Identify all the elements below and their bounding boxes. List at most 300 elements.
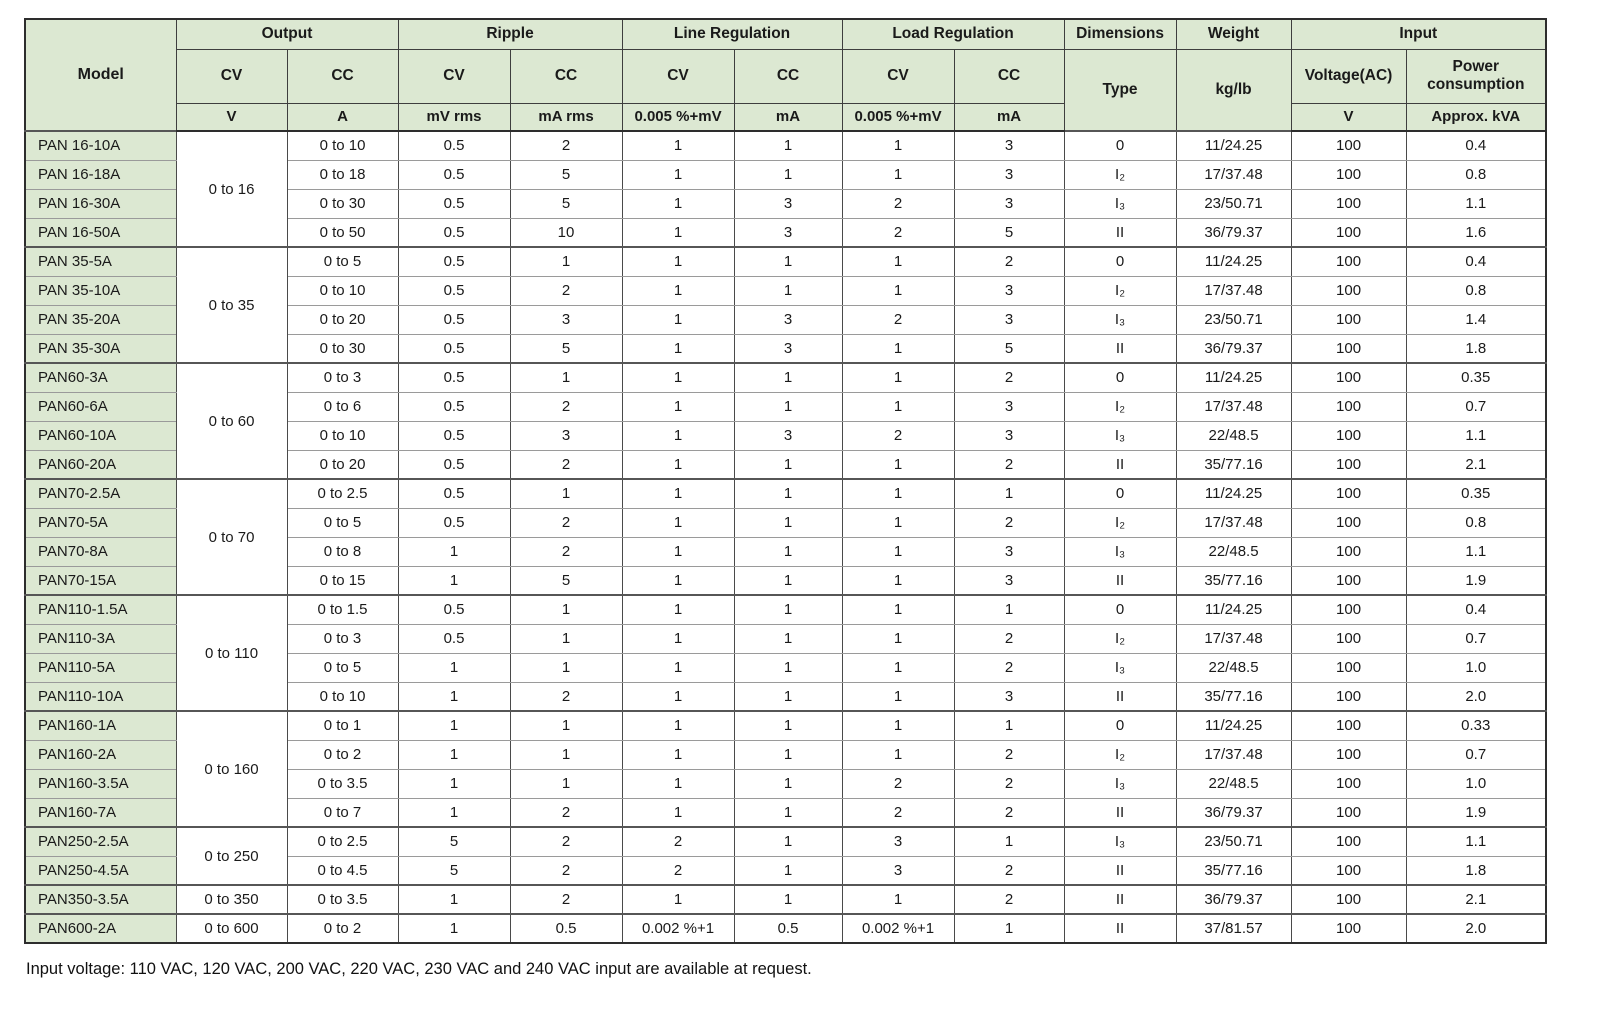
load-reg-cc-cell: 5 <box>954 334 1064 363</box>
dimensions-type-cell: II <box>1064 682 1176 711</box>
dimensions-type-cell: II <box>1064 856 1176 885</box>
table-row <box>25 247 1546 276</box>
line-reg-cv-cell: 1 <box>622 334 734 363</box>
ripple-cv-cell: 0.5 <box>398 479 510 508</box>
load-reg-cv-cell: 1 <box>842 624 954 653</box>
dimensions-type-cell: I₂ <box>1064 276 1176 305</box>
load-reg-cc-cell: 2 <box>954 769 1064 798</box>
power-consumption-cell: 0.7 <box>1406 624 1546 653</box>
input-voltage-cell: 100 <box>1291 624 1406 653</box>
line-reg-cc-cell: 1 <box>734 856 842 885</box>
ripple-cv-cell: 1 <box>398 537 510 566</box>
load-reg-cc-cell: 3 <box>954 537 1064 566</box>
line-reg-cv-cell: 1 <box>622 769 734 798</box>
output-cc-cell: 0 to 8 <box>287 537 398 566</box>
model-cell: PAN160-2A <box>25 740 176 769</box>
ripple-cc-cell: 1 <box>510 769 622 798</box>
line-reg-cv-cell: 1 <box>622 276 734 305</box>
unit-output-cv: V <box>176 103 287 131</box>
dimensions-type-cell: 0 <box>1064 711 1176 740</box>
load-reg-cv-cell: 3 <box>842 827 954 856</box>
footnote: Input voltage: 110 VAC, 120 VAC, 200 VAC, 220 VAC, 230 VAC and 240 VAC input are available at request. <box>26 960 812 978</box>
output-cc-cell: 0 to 5 <box>287 247 398 276</box>
model-cell: PAN60-10A <box>25 421 176 450</box>
table-row <box>25 885 1546 914</box>
column-group-dimensions: Dimensions <box>1064 19 1176 49</box>
column-header-output-cv: CV <box>176 49 287 103</box>
line-reg-cv-cell: 1 <box>622 566 734 595</box>
dimensions-type-cell: II <box>1064 914 1176 943</box>
line-reg-cv-cell: 1 <box>622 247 734 276</box>
ripple-cc-cell: 1 <box>510 595 622 624</box>
model-cell: PAN 35-20A <box>25 305 176 334</box>
line-reg-cc-cell: 3 <box>734 305 842 334</box>
ripple-cv-cell: 5 <box>398 856 510 885</box>
dimensions-type-cell: II <box>1064 798 1176 827</box>
output-cc-cell: 0 to 3.5 <box>287 885 398 914</box>
line-reg-cc-cell: 1 <box>734 247 842 276</box>
model-cell: PAN70-15A <box>25 566 176 595</box>
line-reg-cc-cell: 1 <box>734 566 842 595</box>
weight-cell: 17/37.48 <box>1176 624 1291 653</box>
column-header-output-cc: CC <box>287 49 398 103</box>
power-consumption-cell: 0.7 <box>1406 740 1546 769</box>
load-reg-cv-cell: 1 <box>842 363 954 392</box>
model-cell: PAN110-3A <box>25 624 176 653</box>
load-reg-cv-cell: 1 <box>842 131 954 160</box>
input-voltage-cell: 100 <box>1291 769 1406 798</box>
load-reg-cc-cell: 5 <box>954 218 1064 247</box>
line-reg-cv-cell: 1 <box>622 798 734 827</box>
column-header-model: Model <box>25 19 176 131</box>
load-reg-cc-cell: 2 <box>954 856 1064 885</box>
dimensions-type-cell: I₃ <box>1064 421 1176 450</box>
dimensions-type-cell: I₂ <box>1064 740 1176 769</box>
output-cc-cell: 0 to 7 <box>287 798 398 827</box>
ripple-cv-cell: 1 <box>398 711 510 740</box>
line-reg-cv-cell: 1 <box>622 653 734 682</box>
table-row <box>25 711 1546 740</box>
power-consumption-cell: 2.1 <box>1406 450 1546 479</box>
load-reg-cc-cell: 2 <box>954 653 1064 682</box>
ripple-cc-cell: 1 <box>510 479 622 508</box>
load-reg-cv-cell: 1 <box>842 160 954 189</box>
column-group-line-regulation: Line Regulation <box>622 19 842 49</box>
model-cell: PAN160-3.5A <box>25 769 176 798</box>
output-cc-cell: 0 to 2.5 <box>287 827 398 856</box>
model-cell: PAN60-3A <box>25 363 176 392</box>
output-cc-cell: 0 to 6 <box>287 392 398 421</box>
output-cc-cell: 0 to 15 <box>287 566 398 595</box>
unit-input-v: V <box>1291 103 1406 131</box>
column-group-ripple: Ripple <box>398 19 622 49</box>
output-cv-cell: 0 to 110 <box>176 595 287 711</box>
column-header-load-cv: CV <box>842 49 954 103</box>
power-consumption-cell: 0.4 <box>1406 595 1546 624</box>
header-sub-row <box>25 49 1546 103</box>
line-reg-cv-cell: 1 <box>622 305 734 334</box>
line-reg-cc-cell: 1 <box>734 537 842 566</box>
load-reg-cv-cell: 1 <box>842 740 954 769</box>
table-row <box>25 131 1546 160</box>
load-reg-cv-cell: 2 <box>842 769 954 798</box>
input-voltage-cell: 100 <box>1291 276 1406 305</box>
model-cell: PAN70-8A <box>25 537 176 566</box>
output-cc-cell: 0 to 1.5 <box>287 595 398 624</box>
unit-load-cc: mA <box>954 103 1064 131</box>
table-row <box>25 479 1546 508</box>
dimensions-type-cell: I₃ <box>1064 537 1176 566</box>
model-cell: PAN350-3.5A <box>25 885 176 914</box>
input-voltage-cell: 100 <box>1291 914 1406 943</box>
ripple-cv-cell: 1 <box>398 885 510 914</box>
output-cv-cell: 0 to 60 <box>176 363 287 479</box>
line-reg-cv-cell: 1 <box>622 537 734 566</box>
dimensions-type-cell: 0 <box>1064 479 1176 508</box>
power-consumption-cell: 2.0 <box>1406 682 1546 711</box>
output-cc-cell: 0 to 3.5 <box>287 769 398 798</box>
load-reg-cv-cell: 1 <box>842 334 954 363</box>
weight-cell: 35/77.16 <box>1176 566 1291 595</box>
weight-cell: 17/37.48 <box>1176 276 1291 305</box>
table-row <box>25 595 1546 624</box>
load-reg-cc-cell: 1 <box>954 914 1064 943</box>
load-reg-cc-cell: 1 <box>954 827 1064 856</box>
output-cv-cell: 0 to 70 <box>176 479 287 595</box>
load-reg-cc-cell: 2 <box>954 247 1064 276</box>
line-reg-cc-cell: 1 <box>734 392 842 421</box>
dimensions-type-cell: 0 <box>1064 595 1176 624</box>
weight-cell: 23/50.71 <box>1176 827 1291 856</box>
load-reg-cc-cell: 3 <box>954 276 1064 305</box>
ripple-cv-cell: 1 <box>398 740 510 769</box>
output-cc-cell: 0 to 30 <box>287 334 398 363</box>
weight-cell: 17/37.48 <box>1176 392 1291 421</box>
input-voltage-cell: 100 <box>1291 189 1406 218</box>
line-reg-cc-cell: 1 <box>734 508 842 537</box>
line-reg-cc-cell: 1 <box>734 479 842 508</box>
output-cv-cell: 0 to 160 <box>176 711 287 827</box>
input-voltage-cell: 100 <box>1291 537 1406 566</box>
line-reg-cv-cell: 1 <box>622 392 734 421</box>
ripple-cc-cell: 1 <box>510 740 622 769</box>
weight-cell: 22/48.5 <box>1176 769 1291 798</box>
load-reg-cv-cell: 1 <box>842 392 954 421</box>
ripple-cv-cell: 0.5 <box>398 305 510 334</box>
weight-cell: 35/77.16 <box>1176 450 1291 479</box>
ripple-cv-cell: 0.5 <box>398 131 510 160</box>
load-reg-cv-cell: 1 <box>842 276 954 305</box>
load-reg-cc-cell: 3 <box>954 421 1064 450</box>
ripple-cc-cell: 2 <box>510 450 622 479</box>
power-consumption-cell: 0.8 <box>1406 160 1546 189</box>
output-cc-cell: 0 to 5 <box>287 508 398 537</box>
column-group-output: Output <box>176 19 398 49</box>
column-header-power-consumption <box>1406 49 1546 103</box>
input-voltage-cell: 100 <box>1291 682 1406 711</box>
load-reg-cv-cell: 2 <box>842 798 954 827</box>
ripple-cv-cell: 5 <box>398 827 510 856</box>
output-cv-cell: 0 to 35 <box>176 247 287 363</box>
unit-ripple-cv: mV rms <box>398 103 510 131</box>
ripple-cv-cell: 0.5 <box>398 595 510 624</box>
line-reg-cc-cell: 1 <box>734 740 842 769</box>
power-consumption-cell: 1.0 <box>1406 769 1546 798</box>
unit-line-cc: mA <box>734 103 842 131</box>
output-cc-cell: 0 to 10 <box>287 682 398 711</box>
line-reg-cc-cell: 3 <box>734 421 842 450</box>
line-reg-cv-cell: 1 <box>622 682 734 711</box>
unit-approx-kva: Approx. kVA <box>1406 103 1546 131</box>
header-group-row <box>25 19 1546 49</box>
output-cc-cell: 0 to 4.5 <box>287 856 398 885</box>
output-cv-cell: 0 to 600 <box>176 914 287 943</box>
load-reg-cc-cell: 2 <box>954 450 1064 479</box>
load-reg-cv-cell: 1 <box>842 595 954 624</box>
unit-load-cv: 0.005 %+mV <box>842 103 954 131</box>
ripple-cv-cell: 0.5 <box>398 160 510 189</box>
spec-table <box>24 18 1547 944</box>
ripple-cc-cell: 2 <box>510 682 622 711</box>
line-reg-cc-cell: 1 <box>734 450 842 479</box>
power-consumption-cell: 1.1 <box>1406 189 1546 218</box>
ripple-cc-cell: 2 <box>510 276 622 305</box>
ripple-cc-cell: 1 <box>510 711 622 740</box>
model-cell: PAN 35-5A <box>25 247 176 276</box>
ripple-cc-cell: 2 <box>510 508 622 537</box>
line-reg-cc-cell: 1 <box>734 769 842 798</box>
dimensions-type-cell: I₃ <box>1064 769 1176 798</box>
model-cell: PAN 16-30A <box>25 189 176 218</box>
column-header-ripple-cc: CC <box>510 49 622 103</box>
weight-cell: 11/24.25 <box>1176 595 1291 624</box>
ripple-cv-cell: 0.5 <box>398 189 510 218</box>
output-cc-cell: 0 to 5 <box>287 653 398 682</box>
ripple-cc-cell: 2 <box>510 392 622 421</box>
output-cc-cell: 0 to 2 <box>287 914 398 943</box>
spec-table-body <box>25 131 1546 943</box>
model-cell: PAN250-2.5A <box>25 827 176 856</box>
column-header-ripple-cv: CV <box>398 49 510 103</box>
load-reg-cc-cell: 2 <box>954 885 1064 914</box>
weight-cell: 36/79.37 <box>1176 885 1291 914</box>
input-voltage-cell: 100 <box>1291 827 1406 856</box>
weight-cell: 36/79.37 <box>1176 798 1291 827</box>
input-voltage-cell: 100 <box>1291 334 1406 363</box>
line-reg-cv-cell: 1 <box>622 421 734 450</box>
load-reg-cc-cell: 3 <box>954 305 1064 334</box>
output-cc-cell: 0 to 30 <box>287 189 398 218</box>
power-consumption-cell: 0.4 <box>1406 131 1546 160</box>
ripple-cc-cell: 5 <box>510 189 622 218</box>
weight-cell: 37/81.57 <box>1176 914 1291 943</box>
load-reg-cv-cell: 3 <box>842 856 954 885</box>
model-cell: PAN110-1.5A <box>25 595 176 624</box>
input-voltage-cell: 100 <box>1291 421 1406 450</box>
model-cell: PAN110-5A <box>25 653 176 682</box>
load-reg-cv-cell: 1 <box>842 450 954 479</box>
line-reg-cv-cell: 2 <box>622 856 734 885</box>
load-reg-cc-cell: 2 <box>954 508 1064 537</box>
input-voltage-cell: 100 <box>1291 305 1406 334</box>
dimensions-type-cell: I₂ <box>1064 392 1176 421</box>
ripple-cv-cell: 1 <box>398 769 510 798</box>
ripple-cc-cell: 1 <box>510 247 622 276</box>
power-consumption-cell: 1.1 <box>1406 827 1546 856</box>
output-cc-cell: 0 to 50 <box>287 218 398 247</box>
dimensions-type-cell: I₃ <box>1064 189 1176 218</box>
column-group-input: Input <box>1291 19 1546 49</box>
weight-cell: 22/48.5 <box>1176 421 1291 450</box>
dimensions-type-cell: 0 <box>1064 363 1176 392</box>
ripple-cc-cell: 0.5 <box>510 914 622 943</box>
weight-cell: 11/24.25 <box>1176 711 1291 740</box>
line-reg-cc-cell: 1 <box>734 131 842 160</box>
line-reg-cv-cell: 2 <box>622 827 734 856</box>
weight-cell: 22/48.5 <box>1176 537 1291 566</box>
dimensions-type-cell: II <box>1064 566 1176 595</box>
model-cell: PAN110-10A <box>25 682 176 711</box>
input-voltage-cell: 100 <box>1291 566 1406 595</box>
input-voltage-cell: 100 <box>1291 247 1406 276</box>
model-cell: PAN 16-18A <box>25 160 176 189</box>
column-group-load-regulation: Load Regulation <box>842 19 1064 49</box>
model-cell: PAN160-1A <box>25 711 176 740</box>
weight-cell: 17/37.48 <box>1176 160 1291 189</box>
weight-cell: 35/77.16 <box>1176 856 1291 885</box>
input-voltage-cell: 100 <box>1291 363 1406 392</box>
ripple-cc-cell: 1 <box>510 363 622 392</box>
dimensions-type-cell: II <box>1064 885 1176 914</box>
power-consumption-cell: 0.4 <box>1406 247 1546 276</box>
dimensions-type-cell: II <box>1064 450 1176 479</box>
power-consumption-cell: 1.6 <box>1406 218 1546 247</box>
ripple-cv-cell: 0.5 <box>398 624 510 653</box>
line-reg-cv-cell: 1 <box>622 363 734 392</box>
output-cc-cell: 0 to 10 <box>287 421 398 450</box>
ripple-cc-cell: 3 <box>510 305 622 334</box>
input-voltage-cell: 100 <box>1291 131 1406 160</box>
model-cell: PAN60-6A <box>25 392 176 421</box>
power-consumption-cell: 1.8 <box>1406 856 1546 885</box>
weight-cell: 23/50.71 <box>1176 305 1291 334</box>
ripple-cc-cell: 1 <box>510 624 622 653</box>
ripple-cv-cell: 0.5 <box>398 421 510 450</box>
input-voltage-cell: 100 <box>1291 740 1406 769</box>
ripple-cc-cell: 1 <box>510 653 622 682</box>
line-reg-cv-cell: 1 <box>622 740 734 769</box>
ripple-cc-cell: 2 <box>510 856 622 885</box>
output-cc-cell: 0 to 3 <box>287 363 398 392</box>
ripple-cc-cell: 5 <box>510 160 622 189</box>
load-reg-cc-cell: 2 <box>954 363 1064 392</box>
load-reg-cv-cell: 2 <box>842 421 954 450</box>
header-units-row <box>25 103 1546 131</box>
load-reg-cv-cell: 1 <box>842 885 954 914</box>
load-reg-cc-cell: 3 <box>954 131 1064 160</box>
load-reg-cc-cell: 1 <box>954 479 1064 508</box>
dimensions-type-cell: I₂ <box>1064 508 1176 537</box>
power-consumption-cell: 1.1 <box>1406 421 1546 450</box>
line-reg-cc-cell: 1 <box>734 624 842 653</box>
input-voltage-cell: 100 <box>1291 392 1406 421</box>
unit-output-cc: A <box>287 103 398 131</box>
ripple-cv-cell: 1 <box>398 914 510 943</box>
power-consumption-cell: 2.1 <box>1406 885 1546 914</box>
line-reg-cc-cell: 3 <box>734 189 842 218</box>
ripple-cc-cell: 10 <box>510 218 622 247</box>
line-reg-cc-cell: 1 <box>734 160 842 189</box>
model-cell: PAN 16-50A <box>25 218 176 247</box>
line-reg-cc-cell: 1 <box>734 595 842 624</box>
model-cell: PAN70-5A <box>25 508 176 537</box>
ripple-cv-cell: 0.5 <box>398 247 510 276</box>
line-reg-cv-cell: 1 <box>622 450 734 479</box>
power-consumption-label: Power consumption <box>1427 58 1525 93</box>
output-cc-cell: 0 to 10 <box>287 276 398 305</box>
output-cv-cell: 0 to 250 <box>176 827 287 885</box>
output-cc-cell: 0 to 10 <box>287 131 398 160</box>
column-group-weight: Weight <box>1176 19 1291 49</box>
line-reg-cv-cell: 1 <box>622 218 734 247</box>
power-consumption-cell: 0.33 <box>1406 711 1546 740</box>
model-cell: PAN 35-10A <box>25 276 176 305</box>
load-reg-cv-cell: 1 <box>842 247 954 276</box>
line-reg-cv-cell: 1 <box>622 595 734 624</box>
load-reg-cv-cell: 1 <box>842 566 954 595</box>
ripple-cc-cell: 2 <box>510 798 622 827</box>
line-reg-cv-cell: 1 <box>622 131 734 160</box>
input-voltage-cell: 100 <box>1291 856 1406 885</box>
line-reg-cc-cell: 3 <box>734 218 842 247</box>
input-voltage-cell: 100 <box>1291 508 1406 537</box>
load-reg-cv-cell: 1 <box>842 508 954 537</box>
output-cc-cell: 0 to 3 <box>287 624 398 653</box>
dimensions-type-cell: I₃ <box>1064 827 1176 856</box>
model-cell: PAN600-2A <box>25 914 176 943</box>
output-cv-cell: 0 to 350 <box>176 885 287 914</box>
load-reg-cv-cell: 2 <box>842 305 954 334</box>
model-cell: PAN250-4.5A <box>25 856 176 885</box>
ripple-cc-cell: 5 <box>510 334 622 363</box>
spec-table-header <box>25 19 1546 131</box>
line-reg-cv-cell: 1 <box>622 624 734 653</box>
dimensions-type-cell: I₂ <box>1064 160 1176 189</box>
line-reg-cv-cell: 0.002 %+1 <box>622 914 734 943</box>
weight-cell: 36/79.37 <box>1176 218 1291 247</box>
weight-cell: 11/24.25 <box>1176 479 1291 508</box>
ripple-cc-cell: 5 <box>510 566 622 595</box>
line-reg-cc-cell: 1 <box>734 276 842 305</box>
power-consumption-cell: 1.4 <box>1406 305 1546 334</box>
input-voltage-cell: 100 <box>1291 653 1406 682</box>
input-voltage-cell: 100 <box>1291 218 1406 247</box>
ripple-cc-cell: 2 <box>510 827 622 856</box>
weight-cell: 11/24.25 <box>1176 363 1291 392</box>
output-cc-cell: 0 to 2.5 <box>287 479 398 508</box>
ripple-cc-cell: 3 <box>510 421 622 450</box>
column-header-line-cc: CC <box>734 49 842 103</box>
power-consumption-cell: 2.0 <box>1406 914 1546 943</box>
weight-cell: 11/24.25 <box>1176 131 1291 160</box>
load-reg-cc-cell: 2 <box>954 798 1064 827</box>
load-reg-cv-cell: 1 <box>842 537 954 566</box>
output-cv-cell: 0 to 16 <box>176 131 287 247</box>
load-reg-cc-cell: 2 <box>954 624 1064 653</box>
power-consumption-cell: 1.9 <box>1406 566 1546 595</box>
load-reg-cc-cell: 3 <box>954 392 1064 421</box>
line-reg-cv-cell: 1 <box>622 711 734 740</box>
